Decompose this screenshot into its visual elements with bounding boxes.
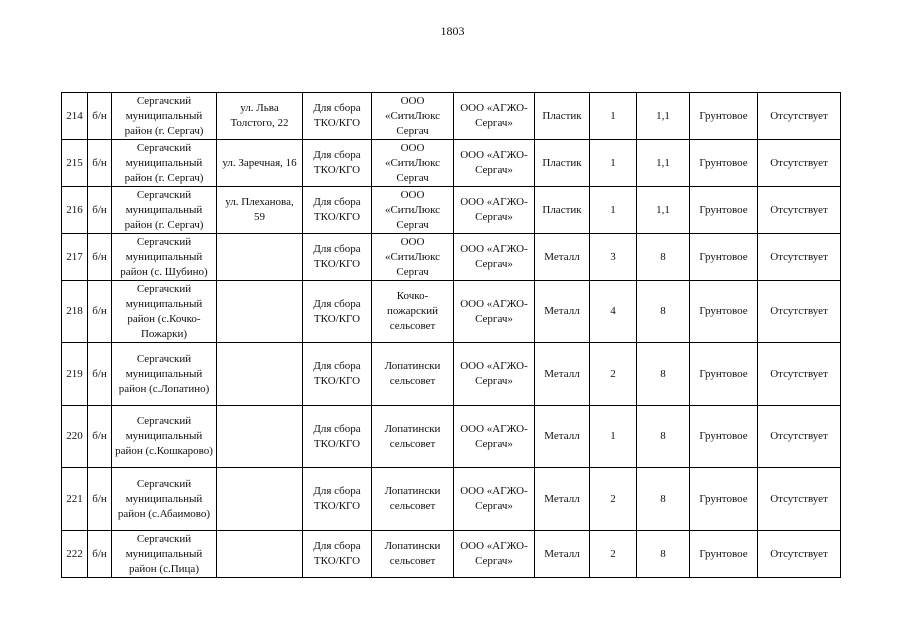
fence: Отсутствует bbox=[758, 406, 841, 468]
table-row bbox=[62, 406, 841, 468]
container-count: 2 bbox=[590, 531, 637, 578]
owner: ООО «СитиЛюкс Сергач bbox=[372, 187, 454, 234]
operator: ООО «АГЖО-Сергач» bbox=[454, 531, 535, 578]
registry-number: б/н bbox=[88, 93, 112, 140]
fence: Отсутствует bbox=[758, 187, 841, 234]
purpose: Для сбора ТКО/КГО bbox=[303, 234, 372, 281]
address bbox=[217, 343, 303, 406]
container-count: 4 bbox=[590, 281, 637, 343]
surface-type: Грунтовое bbox=[690, 468, 758, 531]
operator: ООО «АГЖО-Сергач» bbox=[454, 343, 535, 406]
registry-number: б/н bbox=[88, 281, 112, 343]
owner: Лопатински сельсовет bbox=[372, 531, 454, 578]
operator: ООО «АГЖО-Сергач» bbox=[454, 140, 535, 187]
operator: ООО «АГЖО-Сергач» bbox=[454, 468, 535, 531]
registry-number: б/н bbox=[88, 234, 112, 281]
district: Сергачский муниципальный район (с.Лопатино) bbox=[112, 343, 217, 406]
row-number: 215 bbox=[62, 140, 88, 187]
fence: Отсутствует bbox=[758, 343, 841, 406]
surface-type: Грунтовое bbox=[690, 281, 758, 343]
container-count: 3 bbox=[590, 234, 637, 281]
fence: Отсутствует bbox=[758, 93, 841, 140]
operator: ООО «АГЖО-Сергач» bbox=[454, 234, 535, 281]
table-row bbox=[62, 281, 841, 343]
address bbox=[217, 281, 303, 343]
purpose: Для сбора ТКО/КГО bbox=[303, 406, 372, 468]
page-number: 1803 bbox=[440, 24, 465, 38]
surface-type: Грунтовое bbox=[690, 234, 758, 281]
container-volume: 1,1 bbox=[637, 187, 690, 234]
operator: ООО «АГЖО-Сергач» bbox=[454, 187, 535, 234]
owner: Лопатински сельсовет bbox=[372, 343, 454, 406]
owner: ООО «СитиЛюкс Сергач bbox=[372, 140, 454, 187]
district: Сергачский муниципальный район (с.Кошкарово) bbox=[112, 406, 217, 468]
container-material: Пластик bbox=[535, 187, 590, 234]
purpose: Для сбора ТКО/КГО bbox=[303, 281, 372, 343]
waste-sites-table bbox=[61, 92, 841, 578]
owner: Лопатински сельсовет bbox=[372, 468, 454, 531]
registry-number: б/н bbox=[88, 531, 112, 578]
district: Сергачский муниципальный район (с.Кочко-Пожарки) bbox=[112, 281, 217, 343]
purpose: Для сбора ТКО/КГО bbox=[303, 140, 372, 187]
table-row bbox=[62, 140, 841, 187]
surface-type: Грунтовое bbox=[690, 406, 758, 468]
container-material: Пластик bbox=[535, 93, 590, 140]
row-number: 220 bbox=[62, 406, 88, 468]
table-row bbox=[62, 343, 841, 406]
surface-type: Грунтовое bbox=[690, 187, 758, 234]
container-count: 2 bbox=[590, 343, 637, 406]
container-material: Металл bbox=[535, 468, 590, 531]
owner: ООО «СитиЛюкс Сергач bbox=[372, 234, 454, 281]
surface-type: Грунтовое bbox=[690, 343, 758, 406]
purpose: Для сбора ТКО/КГО bbox=[303, 468, 372, 531]
row-number: 218 bbox=[62, 281, 88, 343]
registry-number: б/н bbox=[88, 343, 112, 406]
container-volume: 1,1 bbox=[637, 93, 690, 140]
district: Сергачский муниципальный район (г. Сергач) bbox=[112, 140, 217, 187]
address bbox=[217, 234, 303, 281]
fence: Отсутствует bbox=[758, 281, 841, 343]
container-volume: 8 bbox=[637, 281, 690, 343]
row-number: 214 bbox=[62, 93, 88, 140]
container-count: 2 bbox=[590, 468, 637, 531]
container-volume: 8 bbox=[637, 468, 690, 531]
fence: Отсутствует bbox=[758, 234, 841, 281]
container-material: Металл bbox=[535, 531, 590, 578]
table-row bbox=[62, 468, 841, 531]
container-volume: 8 bbox=[637, 234, 690, 281]
container-count: 1 bbox=[590, 187, 637, 234]
registry-number: б/н bbox=[88, 406, 112, 468]
purpose: Для сбора ТКО/КГО bbox=[303, 187, 372, 234]
row-number: 216 bbox=[62, 187, 88, 234]
address: ул. Плеханова, 59 bbox=[217, 187, 303, 234]
table-row bbox=[62, 187, 841, 234]
container-volume: 1,1 bbox=[637, 140, 690, 187]
table-row bbox=[62, 93, 841, 140]
table-row bbox=[62, 531, 841, 578]
surface-type: Грунтовое bbox=[690, 140, 758, 187]
container-count: 1 bbox=[590, 93, 637, 140]
fence: Отсутствует bbox=[758, 531, 841, 578]
container-volume: 8 bbox=[637, 406, 690, 468]
container-material: Металл bbox=[535, 234, 590, 281]
district: Сергачский муниципальный район (с.Абаимово) bbox=[112, 468, 217, 531]
table-row bbox=[62, 234, 841, 281]
row-number: 217 bbox=[62, 234, 88, 281]
purpose: Для сбора ТКО/КГО bbox=[303, 343, 372, 406]
owner: ООО «СитиЛюкс Сергач bbox=[372, 93, 454, 140]
purpose: Для сбора ТКО/КГО bbox=[303, 93, 372, 140]
container-material: Металл bbox=[535, 406, 590, 468]
container-volume: 8 bbox=[637, 531, 690, 578]
district: Сергачский муниципальный район (с.Пица) bbox=[112, 531, 217, 578]
district: Сергачский муниципальный район (г. Сергач) bbox=[112, 93, 217, 140]
operator: ООО «АГЖО-Сергач» bbox=[454, 406, 535, 468]
fence: Отсутствует bbox=[758, 140, 841, 187]
container-count: 1 bbox=[590, 406, 637, 468]
operator: ООО «АГЖО-Сергач» bbox=[454, 281, 535, 343]
container-count: 1 bbox=[590, 140, 637, 187]
registry-number: б/н bbox=[88, 140, 112, 187]
address bbox=[217, 406, 303, 468]
row-number: 222 bbox=[62, 531, 88, 578]
surface-type: Грунтовое bbox=[690, 93, 758, 140]
purpose: Для сбора ТКО/КГО bbox=[303, 531, 372, 578]
address bbox=[217, 531, 303, 578]
owner: Кочко-пожарский сельсовет bbox=[372, 281, 454, 343]
registry-number: б/н bbox=[88, 468, 112, 531]
owner: Лопатински сельсовет bbox=[372, 406, 454, 468]
operator: ООО «АГЖО-Сергач» bbox=[454, 93, 535, 140]
address: ул. Заречная, 16 bbox=[217, 140, 303, 187]
container-material: Металл bbox=[535, 281, 590, 343]
surface-type: Грунтовое bbox=[690, 531, 758, 578]
registry-number: б/н bbox=[88, 187, 112, 234]
district: Сергачский муниципальный район (с. Шубино) bbox=[112, 234, 217, 281]
container-material: Пластик bbox=[535, 140, 590, 187]
row-number: 221 bbox=[62, 468, 88, 531]
fence: Отсутствует bbox=[758, 468, 841, 531]
container-volume: 8 bbox=[637, 343, 690, 406]
address: ул. Льва Толстого, 22 bbox=[217, 93, 303, 140]
district: Сергачский муниципальный район (г. Сергач) bbox=[112, 187, 217, 234]
address bbox=[217, 468, 303, 531]
container-material: Металл bbox=[535, 343, 590, 406]
row-number: 219 bbox=[62, 343, 88, 406]
